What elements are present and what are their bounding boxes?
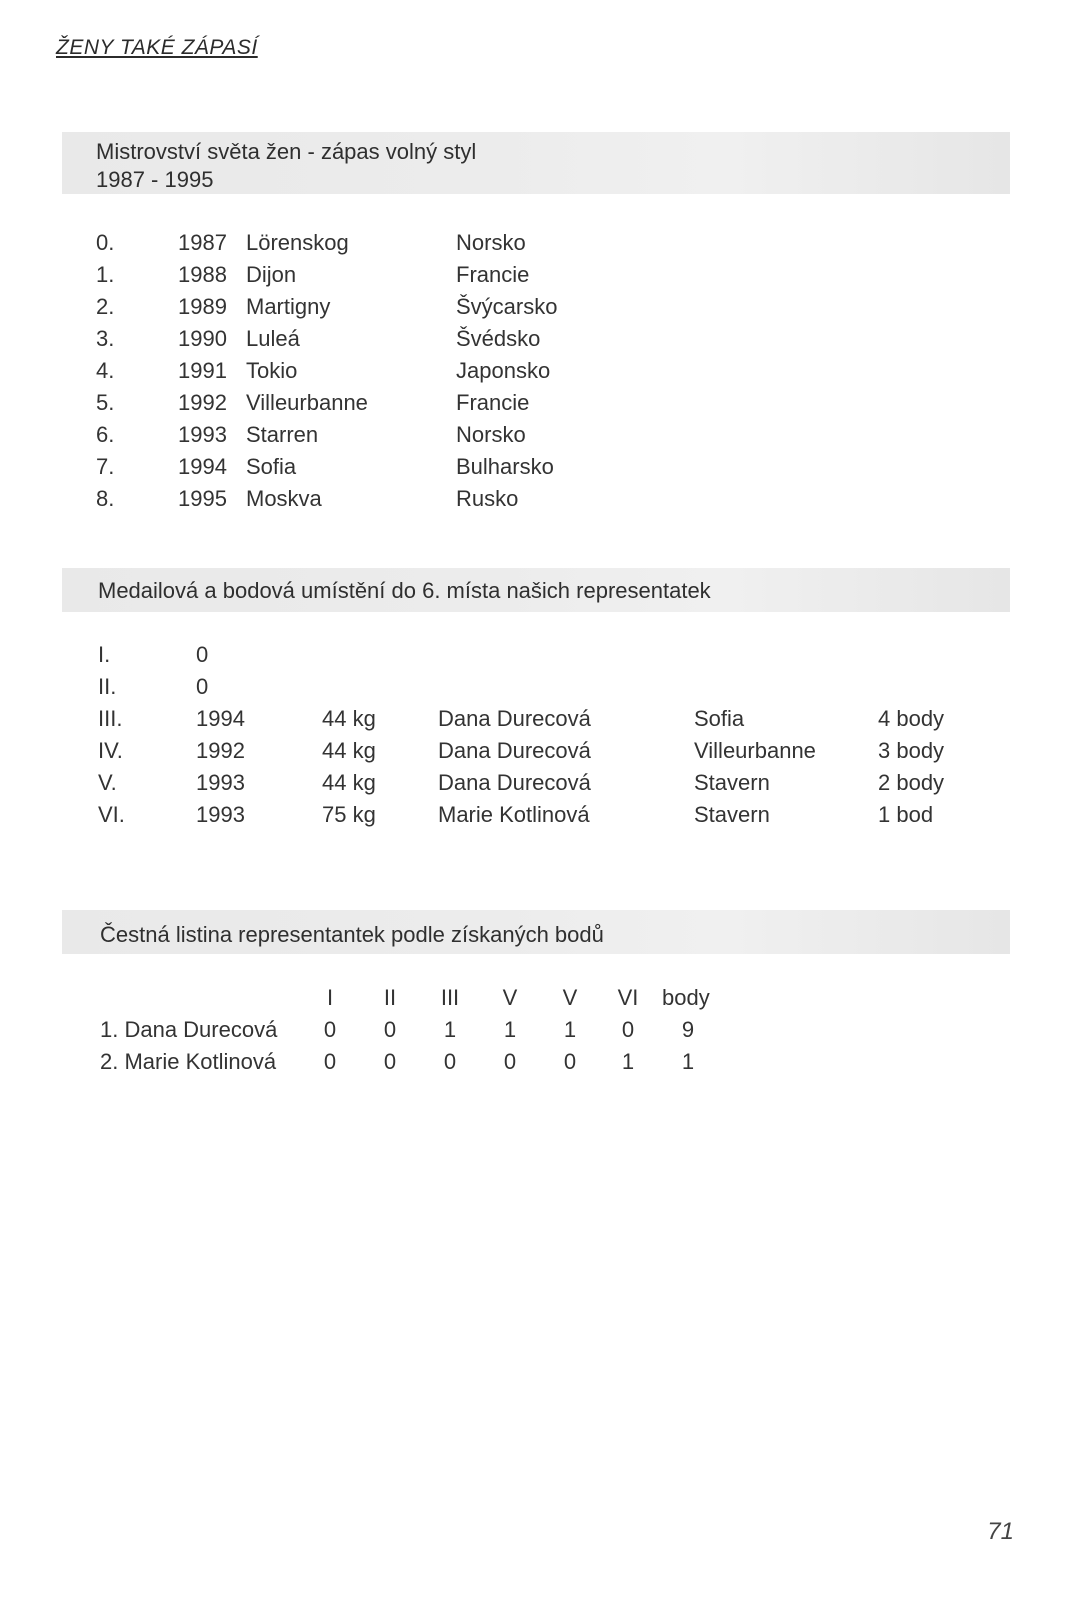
- row-country: Norsko: [456, 422, 526, 447]
- row-name: Dana Durecová: [438, 706, 591, 731]
- table-row: [0, 767, 1076, 799]
- count-cell: 0: [563, 1049, 577, 1074]
- table-row: [0, 227, 1076, 259]
- column-header: III: [440, 985, 460, 1010]
- section1-title-line1: Mistrovství světa žen - zápas volný styl: [96, 139, 477, 164]
- row-country: Francie: [456, 262, 530, 287]
- table-row: [0, 451, 1076, 483]
- row-year: 1987: [178, 230, 227, 255]
- athlete-name: 1. Dana Durecová: [100, 1017, 278, 1042]
- row-number: 4.: [96, 358, 115, 383]
- column-header: V: [502, 985, 518, 1010]
- honor-roll-table: [0, 982, 1076, 1078]
- table-row: [0, 703, 1076, 735]
- row-city: Starren: [246, 422, 319, 447]
- row-country: Bulharsko: [456, 454, 554, 479]
- row-year: 1995: [178, 486, 227, 511]
- count-cell: 0: [383, 1017, 397, 1042]
- count-cell: 1: [443, 1017, 457, 1042]
- table-row: [0, 799, 1076, 831]
- count-cell: 0: [323, 1049, 337, 1074]
- section1-title-line2: 1987 - 1995: [96, 167, 214, 192]
- table-row: [0, 259, 1076, 291]
- row-points: 2 body: [878, 770, 945, 795]
- athlete-name: 2. Marie Kotlinová: [100, 1049, 277, 1074]
- row-place: I.: [98, 642, 111, 667]
- table-row: [0, 387, 1076, 419]
- table-row: [0, 483, 1076, 515]
- row-weight: 44 kg: [322, 738, 376, 763]
- row-country: Švédsko: [456, 326, 541, 351]
- points-total: 1: [681, 1049, 695, 1074]
- row-city: Sofia: [694, 706, 745, 731]
- row-place: VI.: [98, 802, 125, 827]
- table-row: [0, 323, 1076, 355]
- points-total: 9: [681, 1017, 695, 1042]
- row-place: III.: [98, 706, 123, 731]
- row-name: Dana Durecová: [438, 738, 591, 763]
- count-cell: 0: [621, 1017, 635, 1042]
- table-row: [0, 671, 1076, 703]
- row-year: 1989: [178, 294, 227, 319]
- count-cell: 1: [563, 1017, 577, 1042]
- column-header: VI: [617, 985, 639, 1010]
- column-header: II: [383, 985, 397, 1010]
- placements-table: [0, 639, 1076, 831]
- row-country: Norsko: [456, 230, 526, 255]
- row-name: Marie Kotlinová: [438, 802, 590, 827]
- row-country: Japonsko: [456, 358, 551, 383]
- row-city: Dijon: [246, 262, 297, 287]
- row-city: Tokio: [246, 358, 298, 383]
- row-city: Sofia: [246, 454, 297, 479]
- row-points: 4 body: [878, 706, 945, 731]
- row-weight: 44 kg: [322, 706, 376, 731]
- row-year: 1993: [196, 802, 245, 827]
- row-number: 6.: [96, 422, 115, 447]
- row-country: Švýcarsko: [456, 294, 558, 319]
- championships-table: [0, 227, 1076, 515]
- section3-title: Čestná listina representantek podle získaných bodů: [100, 922, 604, 947]
- count-cell: 1: [621, 1049, 635, 1074]
- table-row: [0, 291, 1076, 323]
- column-header: body: [662, 985, 710, 1010]
- row-year: 0: [196, 642, 209, 667]
- row-year: 1994: [178, 454, 227, 479]
- row-weight: 44 kg: [322, 770, 376, 795]
- row-name: Dana Durecová: [438, 770, 591, 795]
- row-year: 1993: [196, 770, 245, 795]
- row-year: 1990: [178, 326, 227, 351]
- row-city: Stavern: [694, 802, 770, 827]
- row-city: Luleá: [246, 326, 300, 351]
- table-header-row: [0, 982, 1076, 1014]
- row-number: 5.: [96, 390, 115, 415]
- row-city: Lörenskog: [246, 230, 349, 255]
- count-cell: 0: [443, 1049, 457, 1074]
- row-points: 3 body: [878, 738, 945, 763]
- table-row: [0, 1046, 1076, 1078]
- table-row: [0, 419, 1076, 451]
- row-year: 1994: [196, 706, 245, 731]
- row-place: IV.: [98, 738, 123, 763]
- row-year: 1988: [178, 262, 227, 287]
- row-year: 1992: [178, 390, 227, 415]
- row-city: Villeurbanne: [694, 738, 816, 763]
- row-points: 1 bod: [878, 802, 934, 827]
- row-weight: 75 kg: [322, 802, 376, 827]
- row-number: 1.: [96, 262, 115, 287]
- row-city: Moskva: [246, 486, 322, 511]
- count-cell: 0: [323, 1017, 337, 1042]
- row-city: Stavern: [694, 770, 770, 795]
- row-place: II.: [98, 674, 117, 699]
- count-cell: 0: [503, 1049, 517, 1074]
- section2-title: Medailová a bodová umístění do 6. místa našich representatek: [98, 578, 711, 603]
- row-year: 1993: [178, 422, 227, 447]
- page-number: 71: [987, 1518, 1014, 1545]
- row-number: 2.: [96, 294, 115, 319]
- row-number: 0.: [96, 230, 115, 255]
- row-year: 1992: [196, 738, 245, 763]
- row-year: 0: [196, 674, 209, 699]
- column-header: V: [562, 985, 578, 1010]
- row-number: 7.: [96, 454, 115, 479]
- row-country: Rusko: [456, 486, 519, 511]
- row-number: 8.: [96, 486, 115, 511]
- row-year: 1991: [178, 358, 227, 383]
- row-country: Francie: [456, 390, 530, 415]
- table-row: [0, 735, 1076, 767]
- table-row: [0, 639, 1076, 671]
- table-row: [0, 1014, 1076, 1046]
- row-place: V.: [98, 770, 117, 795]
- table-row: [0, 355, 1076, 387]
- row-city: Villeurbanne: [246, 390, 368, 415]
- count-cell: 1: [503, 1017, 517, 1042]
- row-number: 3.: [96, 326, 115, 351]
- column-header: I: [326, 985, 334, 1010]
- count-cell: 0: [383, 1049, 397, 1074]
- row-city: Martigny: [246, 294, 331, 319]
- running-head: ŽENY TAKÉ ZÁPASÍ: [56, 36, 258, 59]
